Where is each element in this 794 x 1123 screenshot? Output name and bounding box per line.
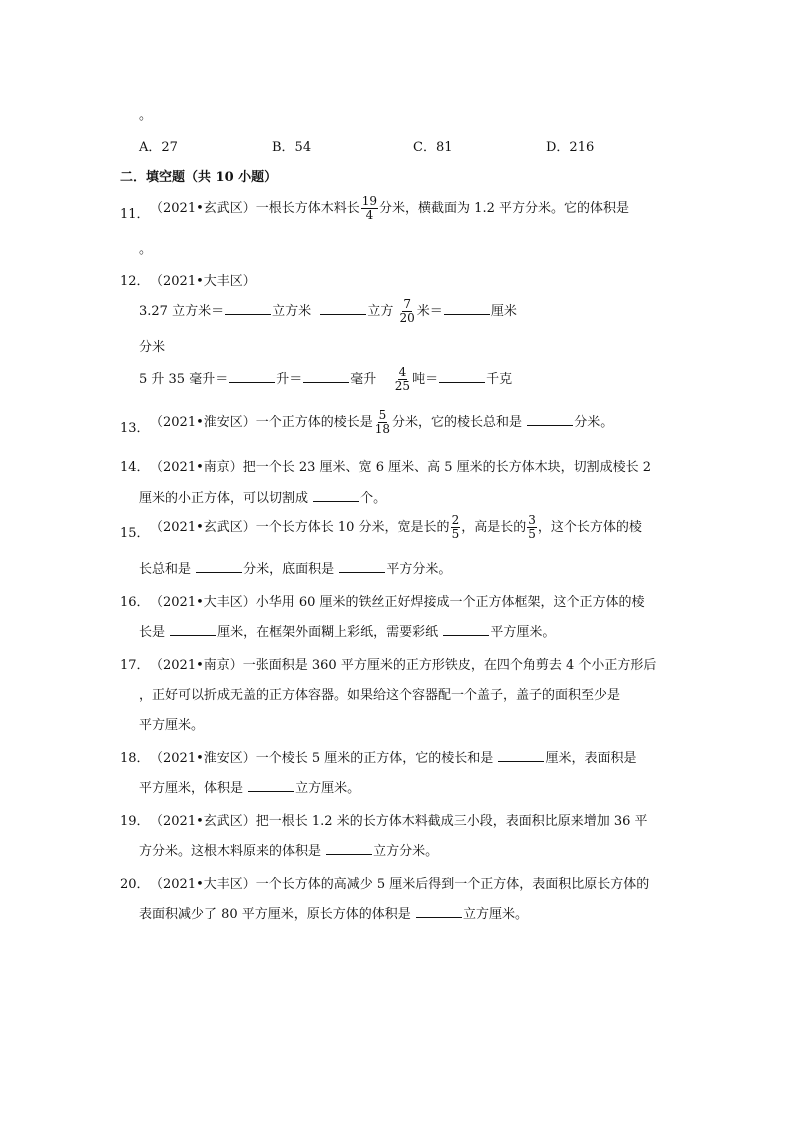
q14-line1: （2021•南京）把一个长 23 厘米、宽 6 厘米、高 5 厘米的长方体木块，切割成棱长 2 — [150, 460, 652, 475]
q12-r3b: 升＝ — [276, 372, 303, 387]
section-title: 二．填空题（共 10 小题） — [120, 170, 278, 185]
q18-text-d: 立方厘米。 — [295, 781, 361, 796]
q16-number: 16． — [120, 595, 150, 610]
q18-blank-2[interactable] — [248, 779, 294, 792]
q12-frac1-den: 20 — [399, 311, 415, 325]
q12-frac2-den: 25 — [394, 379, 411, 393]
q12-fraction-1 — [399, 298, 416, 325]
q15-text-e: 分米，底面积是 — [243, 562, 335, 577]
q12-frac2-num: 4 — [398, 365, 407, 379]
q15-number: 15． — [120, 526, 150, 541]
q17-line3: 平方厘米。 — [139, 718, 205, 733]
q18-blank-1[interactable] — [498, 749, 544, 762]
q15-frac1-num: 2 — [451, 513, 460, 527]
q11-tail: 。 — [139, 242, 153, 257]
q19-text-b: 立方分米。 — [373, 844, 439, 859]
q12-r3e: 千克 — [486, 372, 513, 387]
q12-r1b: 立方米 — [272, 304, 312, 319]
q14-text-a: 厘米的小正方体，可以切割成 — [139, 491, 309, 506]
q15-blank-1[interactable] — [196, 560, 242, 573]
q16-text-a: 长是 — [139, 625, 166, 640]
q12-blank-3[interactable] — [444, 302, 490, 315]
q14-blank[interactable] — [313, 489, 359, 502]
q16-text-b: 厘米，在框架外面糊上彩纸，需要彩纸 — [217, 625, 439, 640]
q14-text-b: 个。 — [360, 491, 387, 506]
q18-line1 — [150, 747, 636, 766]
q15-text-d: 长总和是 — [139, 562, 192, 577]
q12-r3c: 毫升 — [350, 372, 377, 387]
q19-text-a: 方分米。这根木料原来的体积是 — [139, 844, 322, 859]
q16-blank-2[interactable] — [443, 623, 489, 636]
q12-r1e: 厘米 — [490, 304, 517, 319]
q12-fraction-2 — [394, 366, 411, 393]
q12-blank-2[interactable] — [320, 302, 366, 315]
q19-line1: （2021•玄武区）把一根长 1.2 米的长方体木料截成三小段，表面积比原来增加 36 平 — [150, 814, 648, 829]
q13-frac-num: 5 — [378, 408, 387, 422]
q11-line1 — [150, 195, 629, 222]
q12-frac1-num: 7 — [403, 297, 411, 311]
q20-line1: （2021•大丰区）一个长方体的高减少 5 厘米后得到一个正方体，表面积比原长方体的 — [150, 877, 650, 892]
q12-row2: 分米 — [139, 340, 166, 355]
option-b: B．54 — [272, 140, 312, 155]
q12-r3d: 吨＝ — [412, 372, 439, 387]
q11-frac-den: 4 — [365, 208, 374, 222]
q11-number: 11． — [120, 207, 150, 222]
q13-text-c: 分米。 — [574, 415, 614, 430]
q20-line2 — [139, 903, 528, 922]
prev-question-fragment: 。 — [139, 108, 153, 123]
q15-line1 — [150, 514, 642, 541]
q17-line1: （2021•南京）一张面积是 360 平方厘米的正方形铁皮，在四个角剪去 4 个小正方形后 — [150, 658, 657, 673]
q12-blank-6[interactable] — [439, 370, 485, 383]
q20-text-a: 表面积减少了 80 平方厘米，原长方体的体积是 — [139, 907, 411, 922]
q15-blank-2[interactable] — [339, 560, 385, 573]
q13-fraction — [374, 409, 391, 436]
q12-blank-5[interactable] — [303, 370, 349, 383]
option-c: C．81 — [413, 140, 453, 155]
q15-text-f: 平方分米。 — [386, 562, 452, 577]
q11-text-b: 分米，横截面为 1.2 平方分米。它的体积是 — [379, 201, 629, 216]
q13-text-a: （2021•淮安区）一个正方体的棱长是 — [150, 415, 373, 430]
q18-number: 18． — [120, 751, 150, 766]
q20-text-b: 立方厘米。 — [462, 907, 528, 922]
q11-text-a: （2021•玄武区）一根长方体木料长 — [150, 201, 360, 216]
q15-text-b: ，高是长的 — [461, 520, 527, 535]
q16-line2 — [139, 621, 555, 640]
q12-blank-4[interactable] — [229, 370, 275, 383]
q19-number: 19． — [120, 814, 150, 829]
q15-frac1-den: 5 — [451, 527, 460, 541]
q18-text-c: 平方厘米，体积是 — [139, 781, 244, 796]
q15-text-a: （2021•玄武区）一个长方体长 10 分米，宽是长的 — [150, 520, 450, 535]
q20-number: 20． — [120, 877, 150, 892]
option-a: A．27 — [139, 140, 178, 155]
q16-blank-1[interactable] — [170, 623, 216, 636]
q11-frac-num: 19 — [361, 194, 378, 208]
q12-r1c: 立方 — [367, 304, 394, 319]
q15-text-c: ，这个长方体的棱 — [537, 520, 642, 535]
q13-number: 13． — [120, 421, 150, 436]
q15-line2 — [139, 558, 451, 577]
q11-fraction — [361, 195, 378, 222]
q12-blank-1[interactable] — [225, 302, 271, 315]
q15-fraction-2 — [527, 514, 537, 541]
q15-frac2-den: 5 — [528, 527, 536, 541]
q12-row3 — [139, 366, 512, 393]
q14-number: 14． — [120, 460, 150, 475]
q12-number: 12． — [120, 274, 150, 289]
q20-blank[interactable] — [416, 905, 462, 918]
q13-line1 — [150, 409, 613, 436]
q19-line2 — [139, 840, 438, 859]
q14-line2 — [139, 487, 386, 506]
option-d: D．216 — [546, 140, 595, 155]
q18-text-b: 厘米，表面积是 — [545, 751, 637, 766]
q12-r1d: 米＝ — [416, 304, 443, 319]
q12-head: （2021•大丰区） — [150, 274, 256, 289]
q17-line2: ，正好可以折成无盖的正方体容器。如果给这个容器配一个盖子，盖子的面积至少是 — [139, 688, 621, 703]
q13-frac-den: 18 — [374, 422, 391, 436]
q18-text-a: （2021•淮安区）一个棱长 5 厘米的正方体，它的棱长和是 — [150, 751, 494, 766]
q18-line2 — [139, 777, 360, 796]
q12-r1a: 3.27 立方米＝ — [139, 304, 225, 319]
q15-fraction-1 — [451, 514, 461, 541]
q15-frac2-num: 3 — [528, 513, 536, 527]
q12-row1 — [139, 298, 517, 325]
q16-line1: （2021•大丰区）小华用 60 厘米的铁丝正好焊接成一个正方体框架，这个正方体的棱 — [150, 595, 645, 610]
q13-text-b: 分米，它的棱长总和是 — [392, 415, 523, 430]
q19-blank[interactable] — [326, 842, 372, 855]
q17-number: 17． — [120, 658, 150, 673]
q13-blank[interactable] — [527, 413, 573, 426]
q12-r3a: 5 升 35 毫升＝ — [139, 372, 229, 387]
q16-text-c: 平方厘米。 — [490, 625, 556, 640]
